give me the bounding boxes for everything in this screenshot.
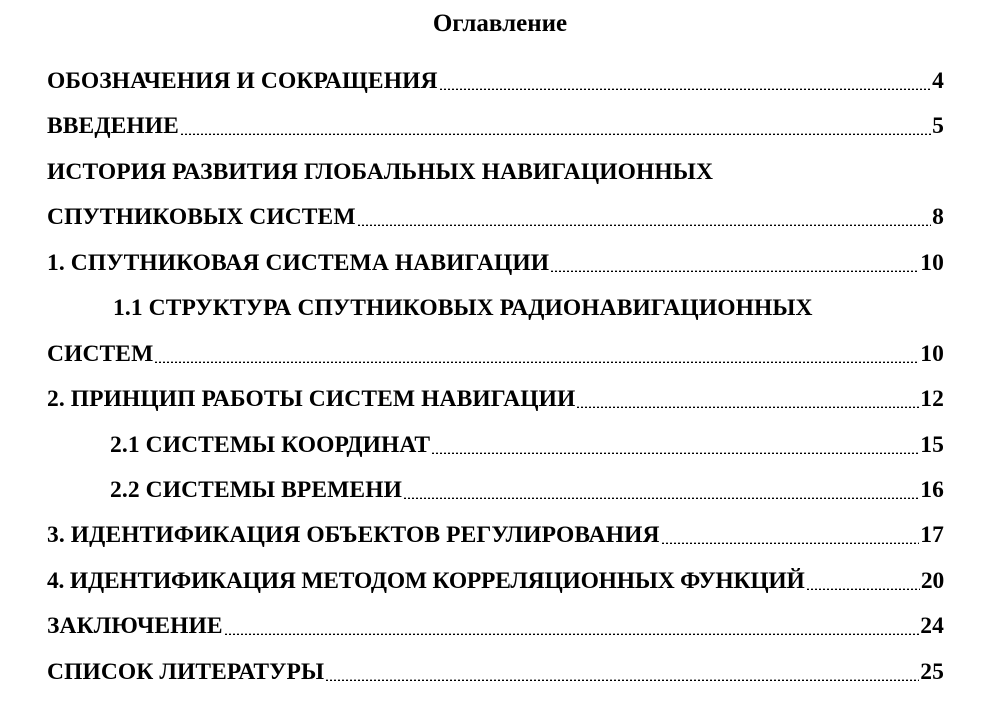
toc-page-number: 10 [920, 250, 944, 276]
toc-entry-section-1-1-line1[interactable] [113, 291, 944, 325]
toc-entry-text: ИСТОРИЯ РАЗВИТИЯ ГЛОБАЛЬНЫХ НАВИГАЦИОННЫХ [47, 159, 714, 185]
toc-page-number: 4 [932, 68, 944, 94]
dot-leader [576, 406, 919, 408]
toc-entry-text: 1.1 СТРУКТУРА СПУТНИКОВЫХ РАДИОНАВИГАЦИОННЫХ [113, 295, 813, 321]
toc-entry-chapter-4[interactable] [47, 564, 944, 598]
dot-leader [357, 224, 932, 226]
toc-page-number: 16 [920, 477, 944, 503]
toc-entry-section-2-1[interactable] [110, 428, 944, 462]
dot-leader [431, 452, 919, 454]
dot-leader [224, 633, 920, 635]
toc-page-number: 15 [920, 432, 944, 458]
toc-entry-text: 1. СПУТНИКОВАЯ СИСТЕМА НАВИГАЦИИ [47, 250, 550, 276]
toc-entry-text: 2.2 СИСТЕМЫ ВРЕМЕНИ [110, 477, 402, 503]
dot-leader [403, 497, 919, 499]
toc-entry-references[interactable] [47, 655, 944, 689]
toc-entry-text: 2. ПРИНЦИП РАБОТЫ СИСТЕМ НАВИГАЦИИ [47, 386, 576, 412]
toc-entry-history-line2[interactable] [47, 200, 944, 234]
dot-leader [661, 542, 920, 544]
toc-entry-text: СПУТНИКОВЫХ СИСТЕМ [47, 204, 356, 230]
toc-entry-chapter-3[interactable] [47, 518, 944, 552]
toc-entry-introduction[interactable] [47, 109, 944, 143]
dot-leader [550, 270, 919, 272]
toc-entry-text: 4. ИДЕНТИФИКАЦИЯ МЕТОДОМ КОРРЕЛЯЦИОННЫХ ФУНКЦИЙ [47, 568, 805, 594]
toc-entry-chapter-1[interactable] [47, 246, 944, 280]
toc-entry-text: СПИСОК ЛИТЕРАТУРЫ [47, 659, 325, 685]
toc-entry-text: ЗАКЛЮЧЕНИЕ [47, 613, 223, 639]
toc-entry-history-line1[interactable] [47, 155, 944, 189]
toc-entry-text: ВВЕДЕНИЕ [47, 113, 179, 139]
dot-leader [439, 88, 932, 90]
toc-page-number: 5 [932, 113, 944, 139]
toc-entry-text: СИСТЕМ [47, 341, 154, 367]
toc-page-number: 10 [920, 341, 944, 367]
toc-page-number: 12 [920, 386, 944, 412]
toc-entry-conclusion[interactable] [47, 609, 944, 643]
toc-page-number: 25 [920, 659, 944, 685]
toc-entry-text: 3. ИДЕНТИФИКАЦИЯ ОБЪЕКТОВ РЕГУЛИРОВАНИЯ [47, 522, 660, 548]
toc-entry-abbreviations[interactable] [47, 64, 944, 98]
toc-entry-section-2-2[interactable] [110, 473, 944, 507]
toc-entry-section-1-1-line2[interactable] [47, 337, 944, 371]
toc-page-number: 20 [920, 568, 944, 594]
toc-entry-chapter-2[interactable] [47, 382, 944, 416]
dot-leader [806, 588, 920, 590]
toc-title: Оглавление [432, 10, 568, 37]
dot-leader [154, 361, 919, 363]
dot-leader [325, 679, 919, 681]
toc-page-number: 17 [920, 522, 944, 548]
toc-entry-text: 2.1 СИСТЕМЫ КООРДИНАТ [110, 432, 431, 458]
toc-page-number: 24 [920, 613, 944, 639]
toc-entry-text: ОБОЗНАЧЕНИЯ И СОКРАЩЕНИЯ [47, 68, 438, 94]
dot-leader [180, 133, 931, 135]
toc-page-number: 8 [932, 204, 944, 230]
